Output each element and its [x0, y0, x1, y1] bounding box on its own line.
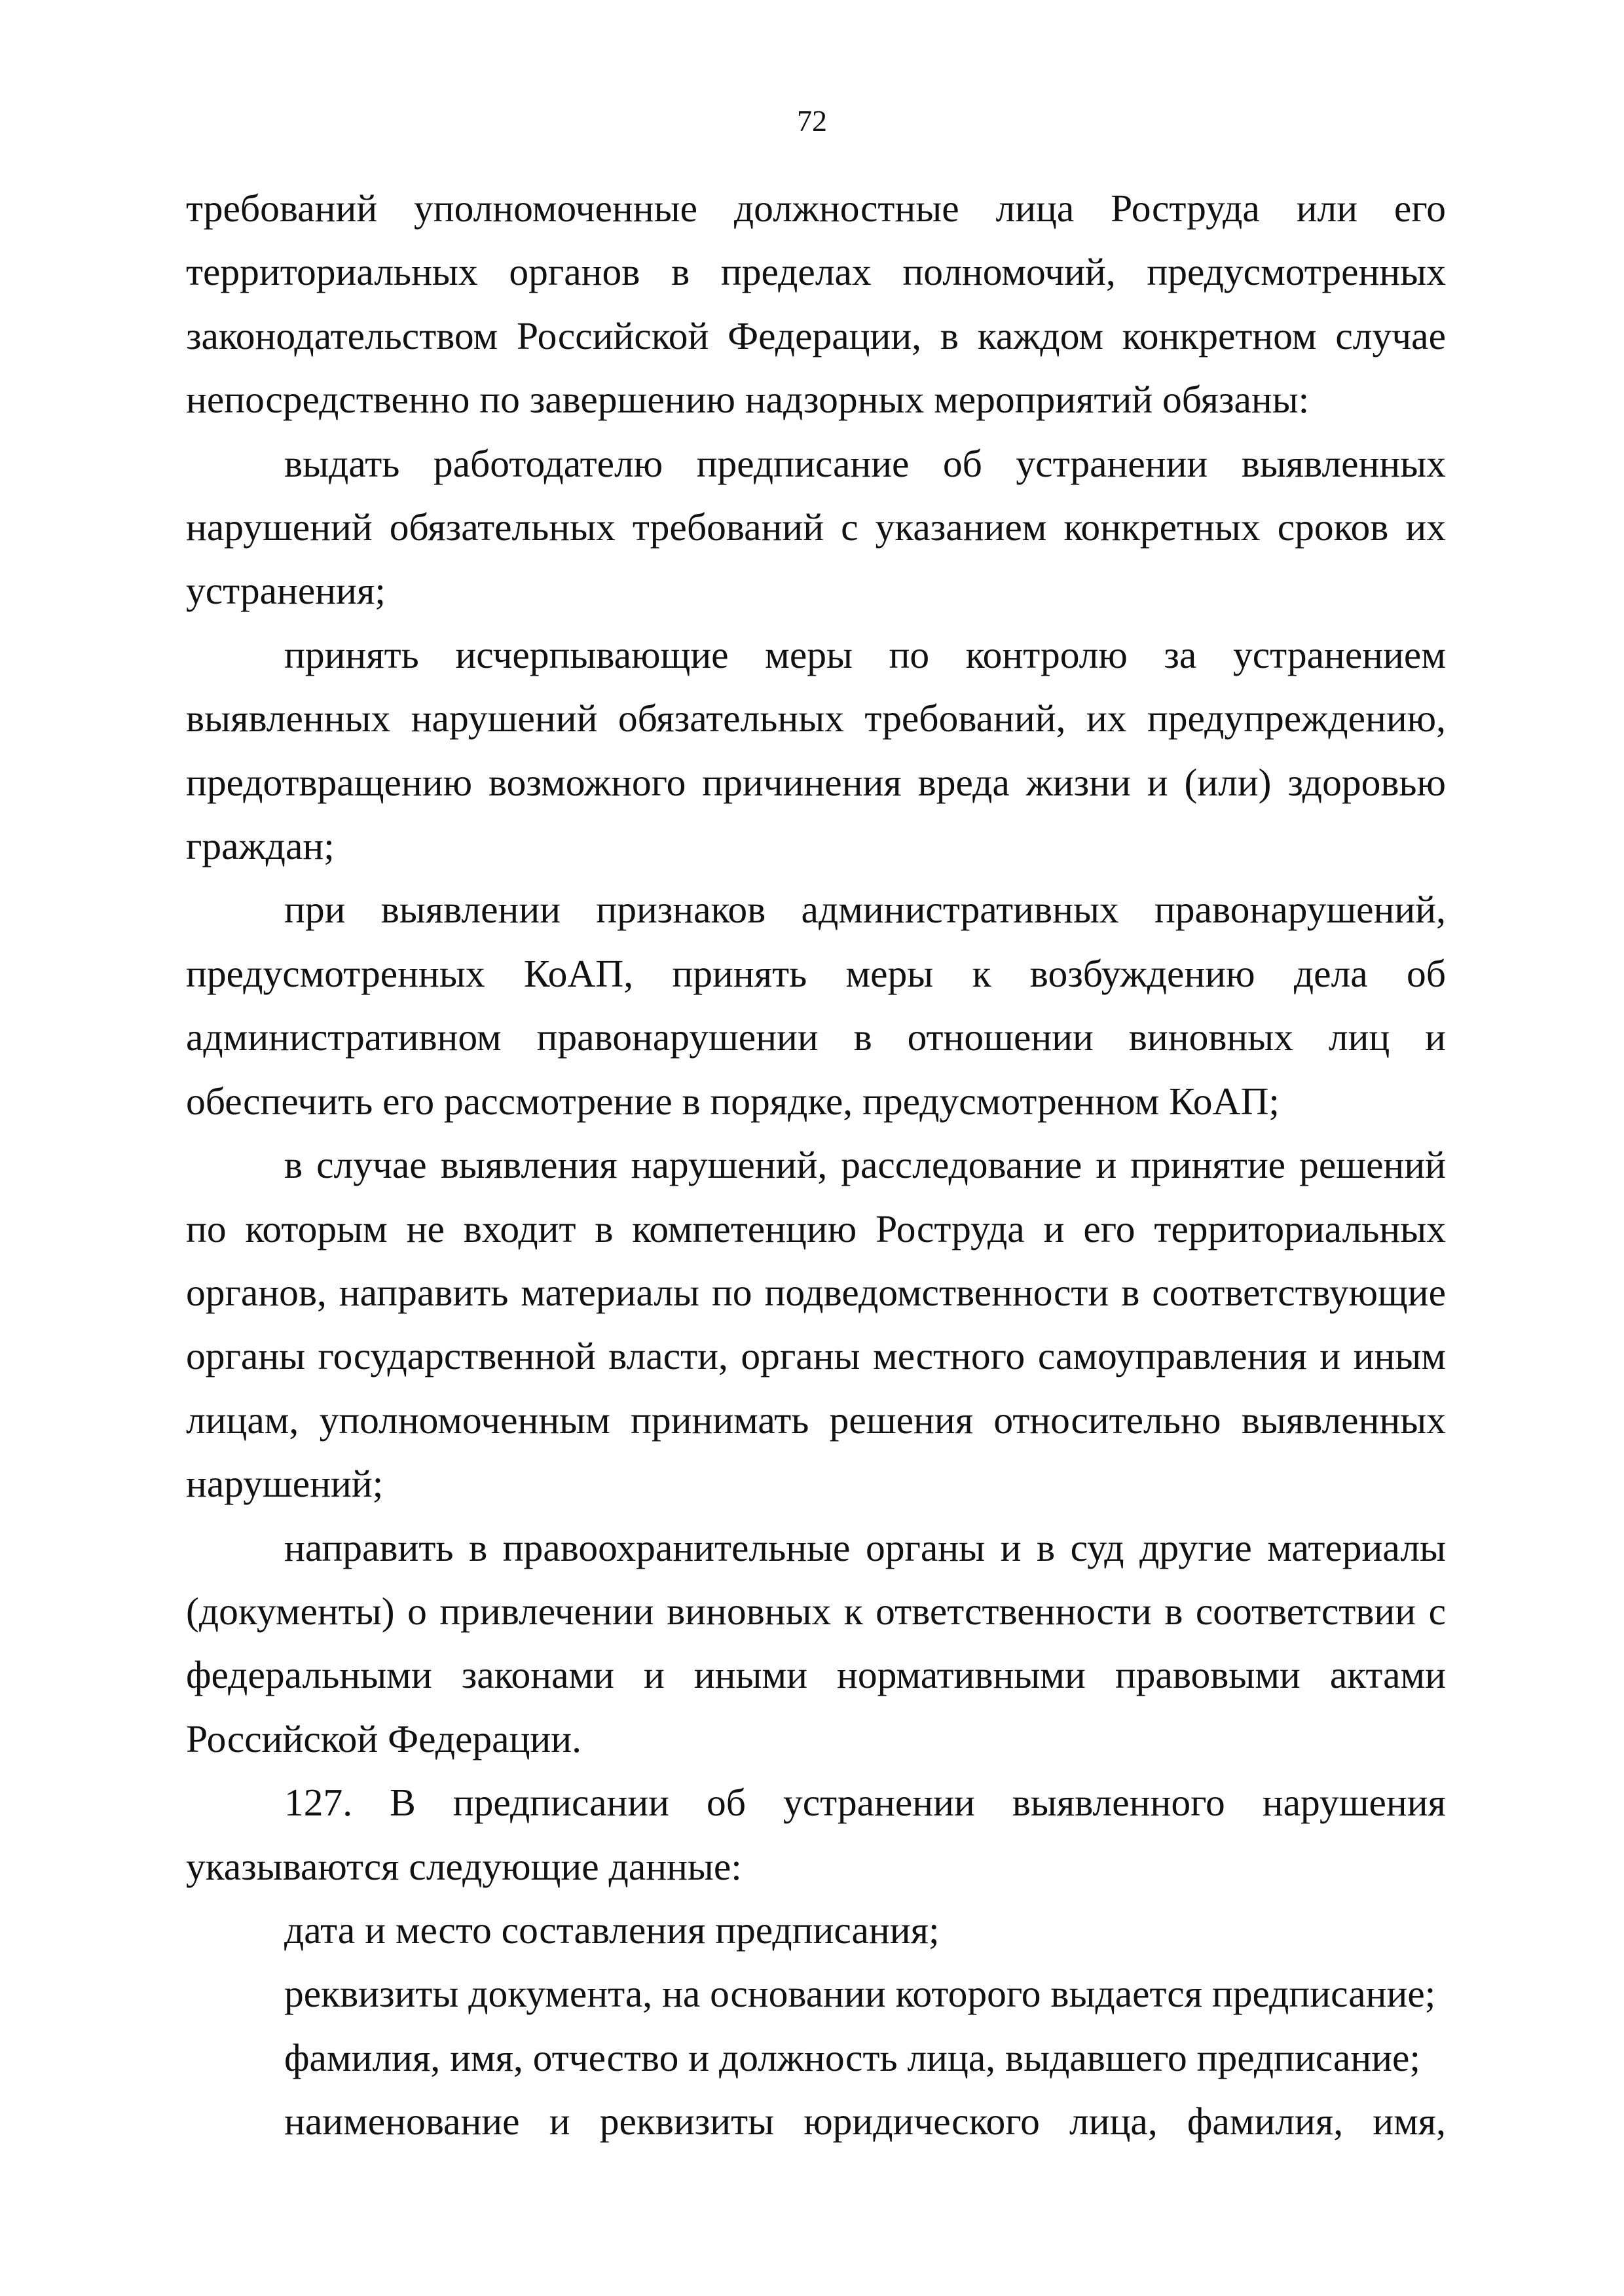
paragraph-forward-materials: в случае выявления нарушений, расследование и принятие решений по которым не входит в компетенцию Роструда и его территориальных органов, направить материалы по подведомственности в соответствующие органы государственной власти, органы местного самоуправления и иным лицам, уполномоченным принимать решения относительно выявленных нарушений; [186, 1143, 1446, 1506]
list-item-date-place: дата и место составления предписания; [284, 1908, 940, 1952]
paragraph-issue-order: выдать работодателю предписание об устранении выявленных нарушений обязательных требований с указанием конкретных сроков их устранения; [186, 441, 1446, 613]
list-item-document-details: реквизиты документа, на основании которого выдается предписание; [284, 1972, 1436, 2016]
paragraph-continuation: требований уполномоченные должностные лица Роструда или его территориальных органов в пределах полномочий, предусмотренных законодательством Российской Федерации, в каждом конкретном случае непосредственно по завершению надзорных мероприятий обязаны: [186, 187, 1446, 422]
list-item-official-name: фамилия, имя, отчество и должность лица, выдавшего предписание; [284, 2035, 1420, 2079]
paragraph-take-measures: принять исчерпывающие меры по контролю за устранением выявленных нарушений обязательных требований, их предупреждению, предотвращению возможного причинения вреда жизни и (или) здоровью граждан; [186, 632, 1446, 868]
document-body [186, 177, 1446, 2154]
paragraph-law-enforcement: направить в правоохранительные органы и в суд другие материалы (документы) о привлечении виновных к ответственности в соответствии с федеральными законами и иными нормативными правовыми актами Российской Федерации. [186, 1525, 1446, 1760]
list-item-legal-entity: наименование и реквизиты юридического лица, фамилия, имя, [284, 2100, 1446, 2143]
page-number: 72 [797, 104, 827, 137]
paragraph-clause-127: 127. В предписании об устранении выявленного нарушения указываются следующие данные: [186, 1781, 1446, 1888]
paragraph-administrative-offenses: при выявлении признаков административных правонарушений, предусмотренных КоАП, принять меры к возбуждению дела об административном правонарушении в отношении виновных лиц и обеспечить его рассмотрение в порядке, предусмотренном КоАП; [186, 888, 1446, 1123]
